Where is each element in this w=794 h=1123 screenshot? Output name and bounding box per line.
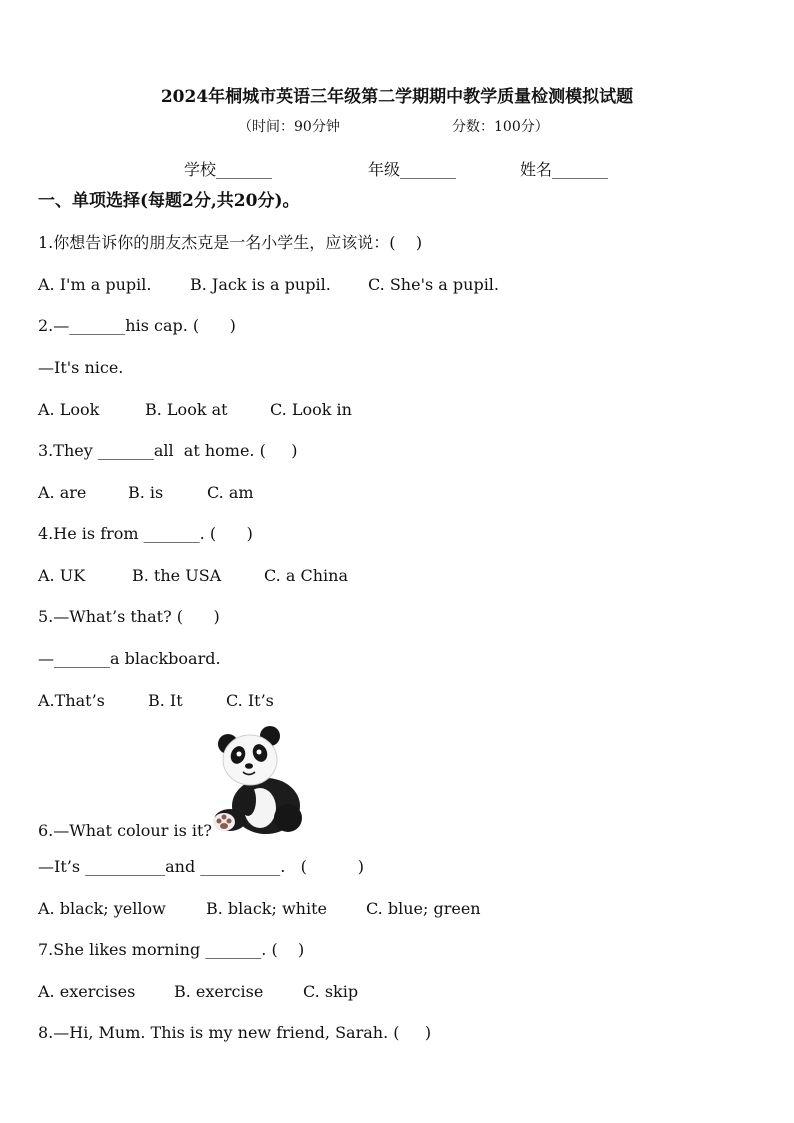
question-line2: —_______a blackboard. [38, 649, 221, 668]
question-stem: 2.—_______his cap. ( ) [38, 316, 236, 335]
question-stem: 1.你想告诉你的朋友杰克是一名小学生，应该说：( ) [38, 233, 423, 252]
option-c: C. It’s [226, 691, 274, 710]
question-stem: 6.—What colour is it? [38, 821, 212, 840]
option-c: C. Look in [270, 400, 352, 419]
name-field: 姓名_______ [520, 160, 609, 179]
option-b: B. black; white [206, 899, 327, 918]
option-c: C. a China [264, 566, 348, 585]
question-stem: 4.He is from _______. ( ) [38, 524, 253, 543]
option-b: B. It [148, 691, 183, 710]
grade-field: 年级_______ [368, 160, 457, 179]
option-b: B. Jack is a pupil. [190, 275, 331, 294]
option-b: B. Look at [145, 400, 228, 419]
option-a: A. exercises [38, 982, 136, 1001]
question-line2: —It’s __________and __________. ( ) [38, 857, 364, 876]
option-a: A. black; yellow [38, 899, 166, 918]
option-c: C. blue; green [366, 899, 481, 918]
option-a: A.That’s [38, 691, 105, 710]
option-a: A. UK [38, 566, 86, 585]
question-stem: 8.—Hi, Mum. This is my new friend, Sarah. ( ) [38, 1023, 432, 1042]
section-heading: 一、单项选择(每题2分,共20分)。 [38, 191, 300, 211]
panda-illustration [208, 722, 308, 838]
question-stem: 5.—What’s that? ( ) [38, 607, 220, 626]
score-info: 分数：100分） [452, 119, 549, 135]
option-c: C. skip [303, 982, 359, 1001]
option-a: A. Look [38, 400, 100, 419]
question-line2: —It's nice. [38, 358, 124, 377]
option-b: B. is [128, 483, 164, 502]
question-stem: 3.They _______all at home. ( ) [38, 441, 298, 460]
option-a: A. I'm a pupil. [38, 275, 152, 294]
time-info: （时间：90分钟 [238, 119, 340, 135]
option-a: A. are [38, 483, 87, 502]
question-stem: 7.She likes morning _______. ( ) [38, 940, 305, 959]
option-c: C. She's a pupil. [368, 275, 500, 294]
option-b: B. exercise [174, 982, 264, 1001]
school-field: 学校_______ [184, 160, 273, 179]
option-b: B. the USA [132, 566, 222, 585]
option-c: C. am [207, 483, 254, 502]
page-title: 2024年桐城市英语三年级第二学期期中教学质量检测模拟试题 [160, 87, 634, 107]
